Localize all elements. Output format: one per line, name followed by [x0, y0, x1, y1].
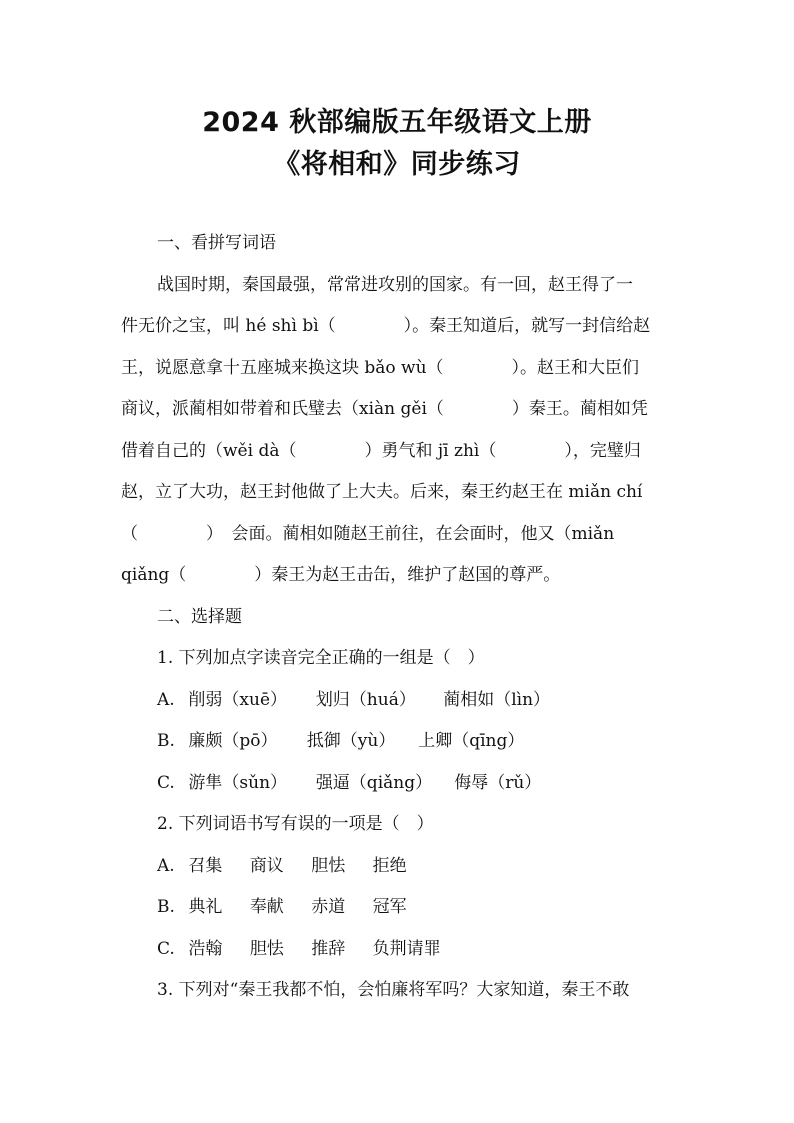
question-2-option-a — [121, 851, 677, 893]
option-item: 召集 — [188, 855, 223, 876]
option-item: 浩翰 — [188, 938, 223, 959]
option-item: 廉颇（pō） — [188, 731, 278, 751]
question-2-stem: 2. 下列词语书写有误的一项是（ ） — [157, 814, 434, 834]
option-item: 划归（huá） — [315, 689, 416, 710]
option-item: 强逼（qiǎng） — [315, 772, 433, 793]
passage-line: 商议，派蔺相如带着和氏璧去（xiàn gěi（ ）秦王。蔺相如凭 — [121, 399, 648, 419]
question-2-option-c — [121, 934, 677, 976]
option-item: 推辞 — [311, 938, 346, 959]
option-letter: A. — [157, 855, 175, 876]
option-item: 抵御（yù） — [306, 731, 396, 751]
question-1-option-a — [121, 685, 677, 727]
question-3-stem: 3. 下列对“秦王我都不怕，会怕廉将军吗？大家知道，秦王不敢 — [157, 980, 630, 1000]
passage-line: 件无价之宝，叫 hé shì bì（ ）。秦王知道后，就写一封信给赵 — [121, 316, 651, 336]
option-item: 拒绝 — [372, 855, 407, 876]
option-item: 冠军 — [372, 897, 407, 917]
question-1-option-b — [121, 726, 677, 768]
passage-line: 借着自己的（wěi dà（ ）勇气和 jī zhì（ ），完璧归 — [121, 440, 641, 461]
option-item: 蔺相如（lìn） — [443, 689, 551, 710]
option-item: 奉献 — [249, 897, 284, 917]
passage-line: qiǎng（ ）秦王为赵王击缶，维护了赵国的尊严。 — [121, 565, 561, 585]
question-2-option-b — [121, 892, 677, 934]
option-item: 商议 — [249, 855, 284, 876]
option-letter: B. — [157, 731, 175, 751]
option-item: 典礼 — [188, 897, 223, 917]
option-item: 上卿（qīng） — [418, 731, 525, 751]
passage-line: 赵，立了大功，赵王封他做了上大夫。后来，秦王约赵王在 miǎn chí — [121, 482, 643, 502]
option-item: 胆怯 — [249, 938, 284, 959]
option-letter: B. — [157, 897, 175, 917]
option-letter: A. — [157, 689, 175, 710]
section2-heading: 二、选择题 — [157, 606, 242, 627]
question-1-option-c — [121, 768, 677, 810]
option-item: 胆怯 — [311, 855, 346, 876]
question-1-stem: 1. 下列加点字读音完全正确的一组是（ ） — [157, 648, 485, 668]
option-item: 游隼（sǔn） — [188, 772, 288, 793]
option-item: 侮辱（rǔ） — [454, 772, 542, 793]
passage-line: 王，说愿意拿十五座城来换这块 bǎo wù（ ）。赵王和大臣们 — [121, 357, 640, 378]
doc-title-line2: 《将相和》同步练习 — [273, 149, 521, 180]
option-item: 负荆请罪 — [372, 938, 441, 959]
passage-line: 战国时期，秦国最强，常常进攻别的国家。有一回，赵王得了一 — [157, 274, 633, 295]
option-letter: C. — [157, 772, 175, 793]
doc-title-line1: 2024 秋部编版五年级语文上册 — [202, 107, 592, 138]
section1-heading: 一、看拼写词语 — [157, 233, 276, 253]
doc-body — [121, 228, 677, 1017]
option-item: 削弱（xuē） — [188, 689, 288, 710]
option-letter: C. — [157, 938, 175, 959]
option-item: 赤道 — [311, 897, 346, 917]
passage-line: （ ） 会面。蔺相如随赵王前往，在会面时，他又（miǎn — [121, 523, 615, 544]
